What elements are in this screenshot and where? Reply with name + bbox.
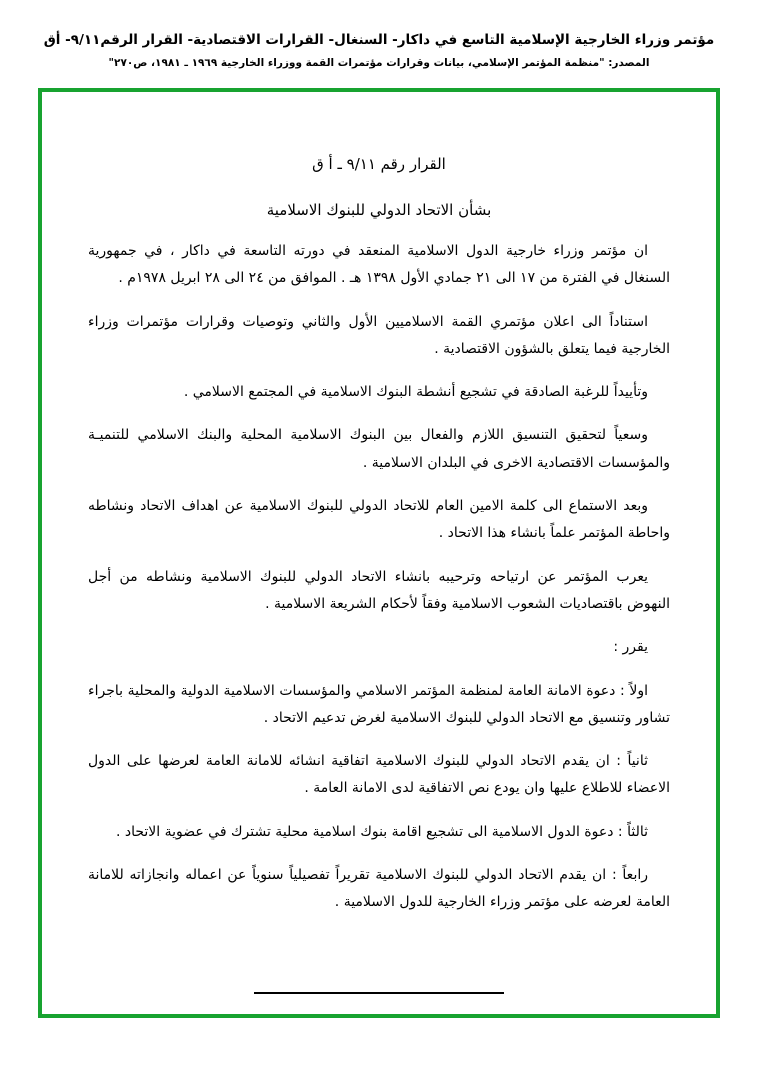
resolution-number: القرار رقم ٩/١١ ـ أ ق bbox=[312, 155, 446, 173]
paragraph: وبعد الاستماع الى كلمة الامين العام للاتحاد الدولي للبنوك الاسلامية عن اهداف الاتحاد ونشاطه واحاطة المؤتمر علماً بانشاء هذا الاتحاد . bbox=[88, 498, 670, 542]
paragraph: يعرب المؤتمر عن ارتياحه وترحيبه بانشاء الاتحاد الدولي للبنوك الاسلامية ونشاطه من أجل النهوض باقتصاديات الشعوب الاسلامية وفقاً لأحكام الشريعة الاسلامية . bbox=[88, 568, 670, 612]
header-source: المصدر: "منظمة المؤتمر الإسلامي، بيانات وقرارات مؤتمرات القمة ووزراء الخارجية ١٩٦٩ ـ ١٩٨١، ص٢٧٠" bbox=[108, 57, 650, 70]
header-title: مؤتمر وزراء الخارجية الإسلامية التاسع في داكار- السنغال- القرارات الاقتصادية- القرار الرقم٩/١١- أق bbox=[43, 32, 715, 48]
decides-label: يقرر : bbox=[613, 639, 648, 656]
paragraph: ان مؤتمر وزراء خارجية الدول الاسلامية المنعقد في دورته التاسعة في داكار ، في جمهورية السنغال في الفترة من ١٧ الى ٢١ جمادي الأول ١٣٩٨ هـ . الموافق من ٢٤ الى ٢٨ ابريل ١٩٧٨م . bbox=[88, 243, 670, 287]
paragraph: وسعياً لتحقيق التنسيق اللازم والفعال بين البنوك الاسلامية المحلية والبنك الاسلامي للتنميـة والمؤسسات الاقتصادية الاخرى في البلدان الاسلامية . bbox=[88, 427, 670, 471]
green-border-frame bbox=[38, 88, 720, 1018]
footer-rule-container bbox=[88, 979, 670, 998]
clause-fourth: رابعاً : ان يقدم الاتحاد الدولي للبنوك الاسلامية تقريراً تفصيلياً سنوياً عن اعماله وانجازاته للامانة العامة لعرضه على مؤتمر وزراء الخارجية للدول الاسلامية . bbox=[88, 867, 670, 911]
paragraph: وتأييداً للرغبة الصادقة في تشجيع أنشطة البنوك الاسلامية في المجتمع الاسلامي . bbox=[183, 384, 648, 401]
paragraph: استناداً الى اعلان مؤتمري القمة الاسلاميين الأول والثاني وتوصيات وقرارات مؤتمرات وزراء الخارجية فيما يتعلق بالشؤون الاقتصادية . bbox=[88, 313, 670, 357]
clause-second: ثانياً : ان يقدم الاتحاد الدولي للبنوك الاسلامية اتفاقية انشائه للامانة العامة لعرضها على الدول الاعضاء للاطلاع عليها وان يودع نص الاتفاقية لدى الامانة العامة . bbox=[88, 753, 670, 797]
clause-first: اولاً : دعوة الامانة العامة لمنظمة المؤتمر الاسلامي والمؤسسات الاسلامية الدولية والمحلية باجراء تشاور وتنسيق مع الاتحاد الدولي للبنوك الاسلامية لغرض تدعيم الاتحاد . bbox=[88, 682, 670, 726]
horizontal-rule bbox=[254, 992, 504, 994]
resolution-subject: بشأن الاتحاد الدولي للبنوك الاسلامية bbox=[266, 201, 492, 219]
page-header bbox=[0, 0, 758, 72]
document-body bbox=[42, 92, 716, 1014]
clause-third: ثالثاً : دعوة الدول الاسلامية الى تشجيع اقامة بنوك اسلامية محلية تشترك في عضوية الاتحاد . bbox=[115, 823, 648, 840]
